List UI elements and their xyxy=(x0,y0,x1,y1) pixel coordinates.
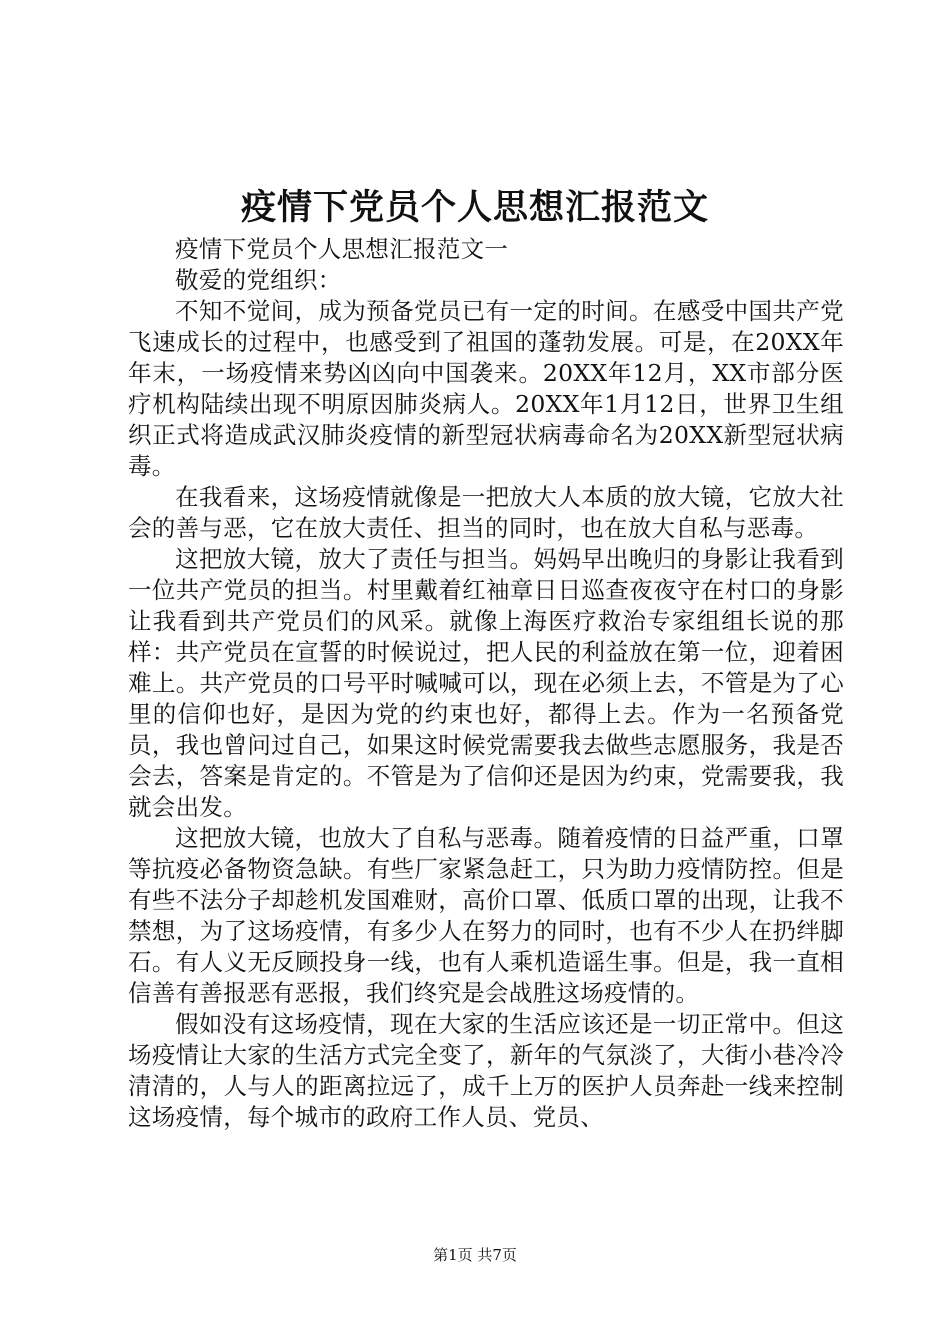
document-body xyxy=(128,234,844,1133)
paragraph-salutation: 敬爱的党组织： xyxy=(175,266,342,294)
paragraph-5: 假如没有这场疫情，现在大家的生活应该还是一切正常中。但这场疫情让大家的生活方式完全变了，新年的气氛淡了，大街小巷冷冷清清的，人与人的距离拉远了，成千上万的医护人员奔赴一线来控制这场疫情，每个城市的政府工作人员、党员、 xyxy=(128,1010,844,1131)
document-title: 疫情下党员个人思想汇报范文 xyxy=(240,187,709,228)
paragraph-3: 这把放大镜，放大了责任与担当。妈妈早出晚归的身影让我看到一位共产党员的担当。村里戴着红袖章日日巡查夜夜守在村口的身影让我看到共产党员们的风采。就像上海医疗救治专家组组长说的那样：共产党员在宣誓的时候说过，把人民的利益放在第一位，迎着困难上。共产党员的口号平时喊喊可以，现在必须上去，不管是为了心里的信仰也好，是因为党的约束也好，都得上去。作为一名预备党员，我也曾问过自己，如果这时候党需要我去做些志愿服务，我是否会去，答案是肯定的。不管是为了信仰还是因为约束，党需要我，我就会出发。 xyxy=(128,545,844,821)
paragraph-2: 在我看来，这场疫情就像是一把放大人本质的放大镜，它放大社会的善与恶，它在放大责任、担当的同时，也在放大自私与恶毒。 xyxy=(128,483,844,542)
paragraph-4: 这把放大镜，也放大了自私与恶毒。随着疫情的日益严重，口罩等抗疫必备物资急缺。有些厂家紧急赶工，只为助力疫情防控。但是有些不法分子却趁机发国难财，高价口罩、低质口罩的出现，让我不禁想，为了这场疫情，有多少人在努力的同时，也有不少人在扔绊脚石。有人义无反顾投身一线，也有人乘机造谣生事。但是，我一直相信善有善报恶有恶报，我们终究是会战胜这场疫情的。 xyxy=(128,824,844,1007)
paragraph-subtitle: 疫情下党员个人思想汇报范文一 xyxy=(175,235,509,263)
paragraph-1: 不知不觉间，成为预备党员已有一定的时间。在感受中国共产党飞速成长的过程中，也感受到了祖国的蓬勃发展。可是，在20XX年年末，一场疫情来势凶凶向中国袭来。20XX年12月，XX市部分医疗机构陆续出现不明原因肺炎病人。20XX年1月12日，世界卫生组织正式将造成武汉肺炎疫情的新型冠状病毒命名为20XX新型冠状病毒。 xyxy=(128,297,844,480)
page-footer: 第1页 共7页 xyxy=(433,1246,517,1264)
